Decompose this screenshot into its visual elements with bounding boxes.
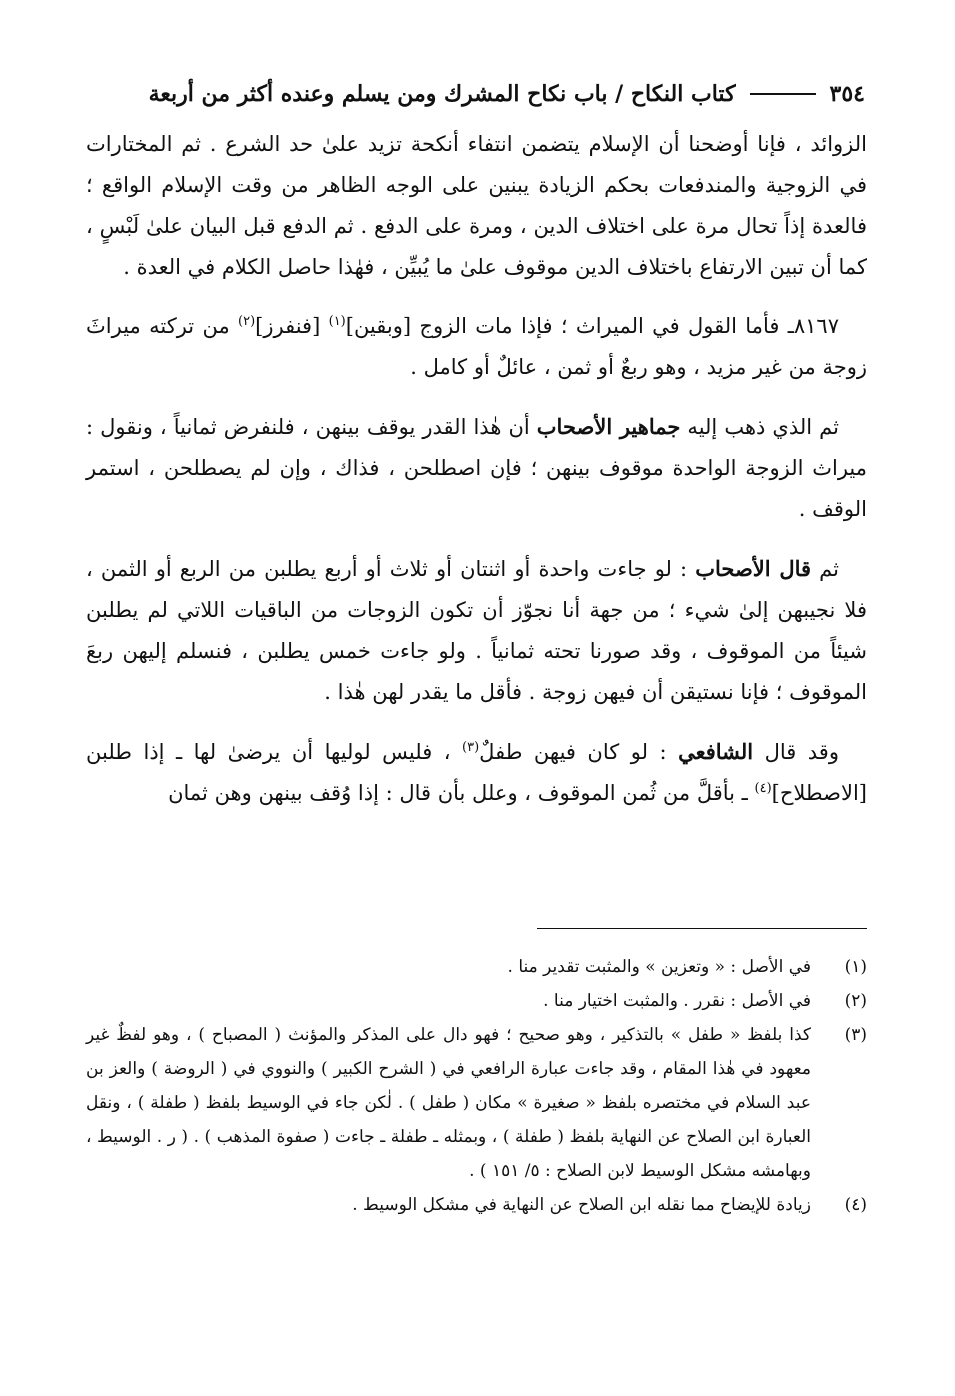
paragraph-5	[86, 731, 867, 814]
footnote-ref-1[interactable]: (١)	[328, 314, 346, 329]
footnote-ref-4[interactable]: (٤)	[754, 781, 772, 796]
paragraph-3	[86, 406, 867, 530]
footnote-text: في الأصل : « وتعزين » والمثبت تقدير منا .	[507, 957, 811, 977]
paragraph-2-text-b: [فنفرز]	[255, 314, 329, 338]
paragraph-1: الزوائد ، فإنا أوضحنا أن الإسلام يتضمن انتفاء أنكحة تزيد علىٰ حد الشرع . ثم المختارات في الزوجية والمندفعات بحكم الزيادة يبنين على الوجه الظاهر من وقت الإسلام الواقع ؛ فالعدة إذاً تحال مرة على اختلاف الدين ، ومرة على الدفع . ثم الدفع قبل البيان علىٰ لَبْسٍ ، كما أن تبين الارتفاع باختلاف الدين موقوف علىٰ ما يُبيِّن ، فهٰذا حاصل الكلام في العدة .	[86, 132, 867, 279]
paragraph-5-text-c: ، فليس لوليها أن يرضىٰ لها ـ إذا طلبن [الاصطلاح]	[86, 740, 867, 805]
footnote-number: (١)	[844, 957, 867, 977]
paragraph-4-text-a: ثم	[811, 557, 839, 581]
paragraph-2-text-a: ٨١٦٧ـ فأما القول في الميراث ؛ فإذا مات الزوج [وبقين]	[345, 314, 839, 338]
paragraph-3-text-a: ثم الذي ذهب إليه	[680, 415, 840, 439]
footnote-number: (٣)	[844, 1025, 867, 1045]
footnote-text: كذا بلفظ « طفل » بالتذكير ، وهو صحيح ؛ فهو دال على المذكر والمؤنث ( المصباح ) ، وهو لفظٌ غير معهود في هٰذا المقام ، وقد جاءت عبارة الرافعي في ( الشرح الكبير ) والنووي في ( الروضة ) والعز بن عبد السلام في مختصره بلفظ « صغيرة » مكان ( طفل ) . لٰكن جاء في الوسيط بلفظ ( طفلة ) ، ونقل العبارة ابن الصلاح عن النهاية بلفظ ( طفلة ) ، وبمثله ـ طفلة ـ جاءت ( صفوة المذهب ) . ( ر . الوسيط ، وبهامشه مشكل الوسيط لابن الصلاح : ٥/ ١٥١ ) .	[86, 1025, 811, 1181]
footnote-number: (٤)	[844, 1195, 867, 1215]
footnote-3	[86, 1018, 867, 1188]
footnote-text: زيادة للإيضاح مما نقله ابن الصلاح عن النهاية في مشكل الوسيط .	[352, 1195, 811, 1215]
footnote-ref-2[interactable]: (٢)	[238, 314, 256, 329]
paragraph-5-text-a: وقد قال	[753, 740, 839, 764]
running-header	[90, 72, 865, 116]
paragraph-5-text-d: ـ بأقلَّ من ثُمن الموقوف ، وعلل بأن قال : إذا وُقف بينهن وهن ثمان	[168, 781, 755, 805]
footnote-ref-3[interactable]: (٣)	[462, 740, 480, 755]
main-text	[86, 124, 867, 814]
header-rule	[750, 93, 816, 95]
footnote-text: في الأصل : نقرر . والمثبت اختيار منا .	[543, 991, 811, 1011]
footnote-4	[86, 1188, 867, 1222]
page-number: ٣٥٤	[829, 81, 865, 107]
footnotes	[86, 950, 867, 1222]
paragraph-3-text-b: أن هٰذا القدر يوقف بينهن ، فلنفرض ثمانياً ، ونقول : ميراث الزوجة الواحدة موقوف بينهن ؛ فإن اصطلحن ، فذاك ، وإن لم يصطلحن ، استمر الوقف .	[86, 415, 867, 521]
footnote-1	[86, 950, 867, 984]
paragraph-3-bold: جماهير الأصحاب	[536, 414, 681, 439]
paragraph-4-bold: قال الأصحاب	[695, 556, 812, 581]
paragraph-2	[86, 306, 867, 388]
paragraph-5-bold: الشافعي	[678, 739, 754, 764]
header-title: كتاب النكاح / باب نكاح المشرك ومن يسلم وعنده أكثر من أربعة	[148, 81, 736, 107]
paragraph-5-text-b: : لو كان فيهن طفلٌ	[479, 740, 679, 764]
paragraph-4-text-b: : لو جاءت واحدة أو اثنتان أو ثلاث أو أربع يطلبن من الربع أو الثمن ، فلا نجيبهن إلىٰ شيء ؛ من جهة أنا نجوّز أن تكون الزوجات من الباقيات اللاتي لم يطلبن شيئاً من الموقوف ، وقد صورنا تحته ثمانياً . ولو جاءت خمس يطلبن ، فنسلم إليهن ربعَ الموقوف ؛ فإنا نستيقن أن فيهن زوجة . فأقل ما يقدر لهن هٰذا .	[86, 557, 867, 704]
paragraph-4	[86, 548, 867, 713]
footnote-separator	[537, 928, 867, 929]
footnote-2	[86, 984, 867, 1018]
paragraph-2-text-c: من تركته ميراثَ زوجة من غير مزيد ، وهو ربعٌ أو ثمن ، عائلٌ أو كامل .	[86, 314, 867, 379]
footnote-number: (٢)	[844, 991, 867, 1011]
